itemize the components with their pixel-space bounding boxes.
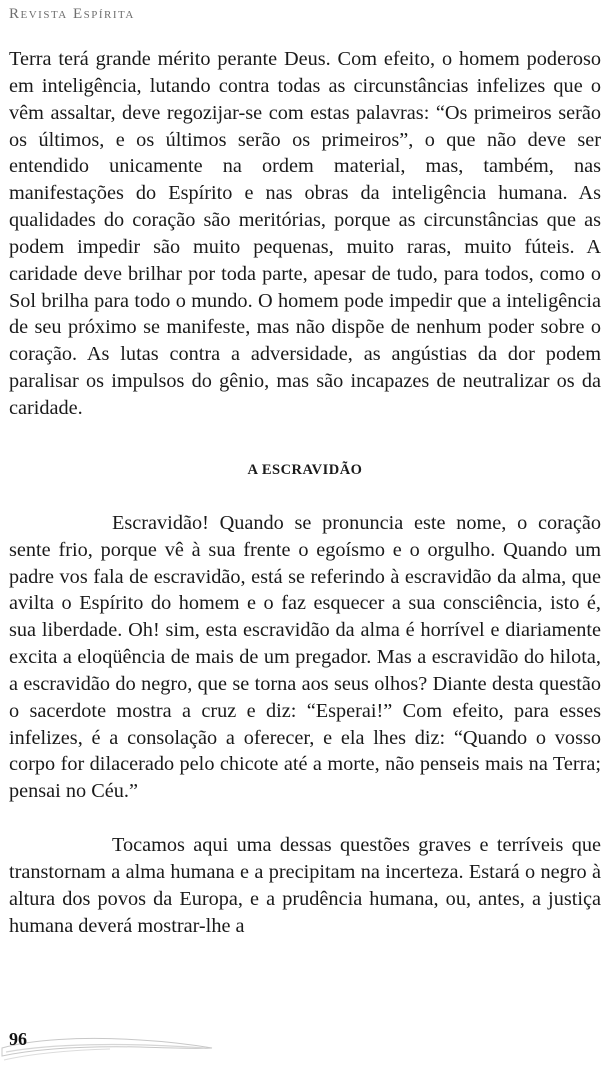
page-number: 96 <box>9 1029 27 1049</box>
section-heading: A ESCRAVIDÃO <box>247 461 363 478</box>
paragraph-2: Escravidão! Quando se pronuncia este nome, o coração sente frio, porque vê à sua frente o egoísmo e o orgulho. Quando um padre vos fala de escravidão, está se referindo à escravidão da alma, que avilta o Espírito do homem e o faz esquecer a sua consciência, isto é, sua liberdade. Oh! sim, esta escravidão da alma é horrível e diariamente excita a eloqüência de mais de um pregador. Mas a escravidão do hilota, a escravidão do negro, que se torna aos seus olhos? Diante desta questão o sacerdote mostra a cruz e diz: “Esperai!” Com efeito, para esses infelizes, é a consolação a oferecer, e ela lhes diz: “Quando o vosso corpo for dilacerado pelo chicote até a morte, não penseis mais na Terra; pensai no Céu.” <box>9 511 601 803</box>
paragraph-1: Terra terá grande mérito perante Deus. Com efeito, o homem poderoso em inteligência, lutando contra todas as circunstâncias infelizes que o vêm assaltar, deve regozijar-se com estas palavras: “Os primeiros serão os últimos, e os últimos serão os primeiros”, o que não deve ser entendido unicamente na ordem material, mas, também, nas manifestações do Espírito e nas obras da inteligência humana. As qualidades do coração são meritórias, porque as circunstâncias que as podem impedir são muito pequenas, muito raras, muito fúteis. A caridade deve brilhar por toda parte, apesar de tudo, para todos, como o Sol brilha para todo o mundo. O homem pode impedir que a inteligência de seu próximo se manifeste, mas não dispõe de nenhum poder sobre o coração. As lutas contra a adversidade, as angústias da dor podem paralisar os impulsos do gênio, mas são incapazes de neutralizar os da caridade. <box>9 48 601 419</box>
page-body <box>9 46 601 939</box>
paragraph-3: Tocamos aqui uma dessas questões graves e terríveis que transtornam a alma humana e a precipitam na incerteza. Estará o negro à altura dos povos da Europa, e a prudência humana, ou, antes, a justiça humana deverá mostrar-lhe a <box>9 834 601 937</box>
running-head: Revista Espírita <box>9 6 135 22</box>
swoosh-ornament-icon <box>0 1018 230 1066</box>
paragraph-gap <box>9 805 601 832</box>
page-footer <box>0 1018 611 1066</box>
